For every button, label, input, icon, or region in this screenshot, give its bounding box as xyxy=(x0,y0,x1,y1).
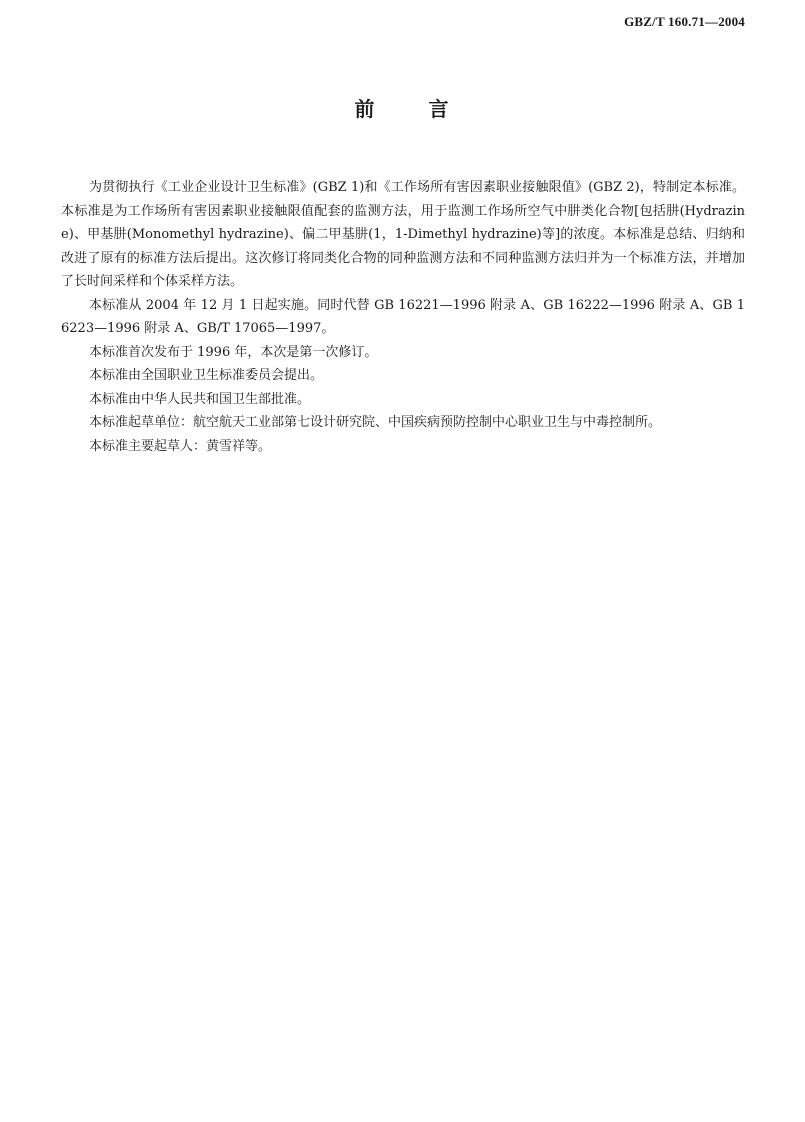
foreword-body xyxy=(61,176,745,458)
paragraph-proposer: 本标准由全国职业卫生标准委员会提出。 xyxy=(89,368,324,383)
paragraph-approver: 本标准由中华人民共和国卫生部批准。 xyxy=(89,391,311,407)
paragraph-drafters: 本标准主要起草人：黄雪祥等。 xyxy=(89,438,272,454)
paragraph-drafting-units: 本标准起草单位：航空航天工业部第七设计研究院、中国疾病预防控制中心职业卫生与中毒控制所。 xyxy=(89,415,662,430)
paragraph-first-release: 本标准首次发布于 1996 年，本次是第一次修订。 xyxy=(89,344,378,360)
title-char-1: 前 xyxy=(354,97,377,121)
paragraph-implementation: 本标准从 2004 年 12 月 1 日起实施。同时代替 GB 16221—1996 附录 A、GB 16222—1996 附录 A、GB 16223—1996 附录 A、GB/T 17065—1997。 xyxy=(61,297,745,336)
title-char-2: 言 xyxy=(428,97,451,121)
paragraph-purpose: 为贯彻执行《工业企业设计卫生标准》(GBZ 1)和《工作场所有害因素职业接触限值》(GBZ 2)，特制定本标准。本标准是为工作场所有害因素职业接触限值配套的监测方法，用于监测工作场所空气中肼类化合物[包括肼(Hydrazine)、甲基肼(Monomethyl hydrazine)、偏二甲基肼(1，1-Dimethyl hydrazine)等]的浓度。本标准是总结、归纳和改进了原有的标准方法后提出。这次修订将同类化合物的同种监测方法和不同种监测方法归并为一个标准方法，并增加了长时间采样和个体采样方法。 xyxy=(61,180,745,289)
page-title xyxy=(0,93,805,122)
standard-code: GBZ/T 160.71—2004 xyxy=(624,14,745,29)
